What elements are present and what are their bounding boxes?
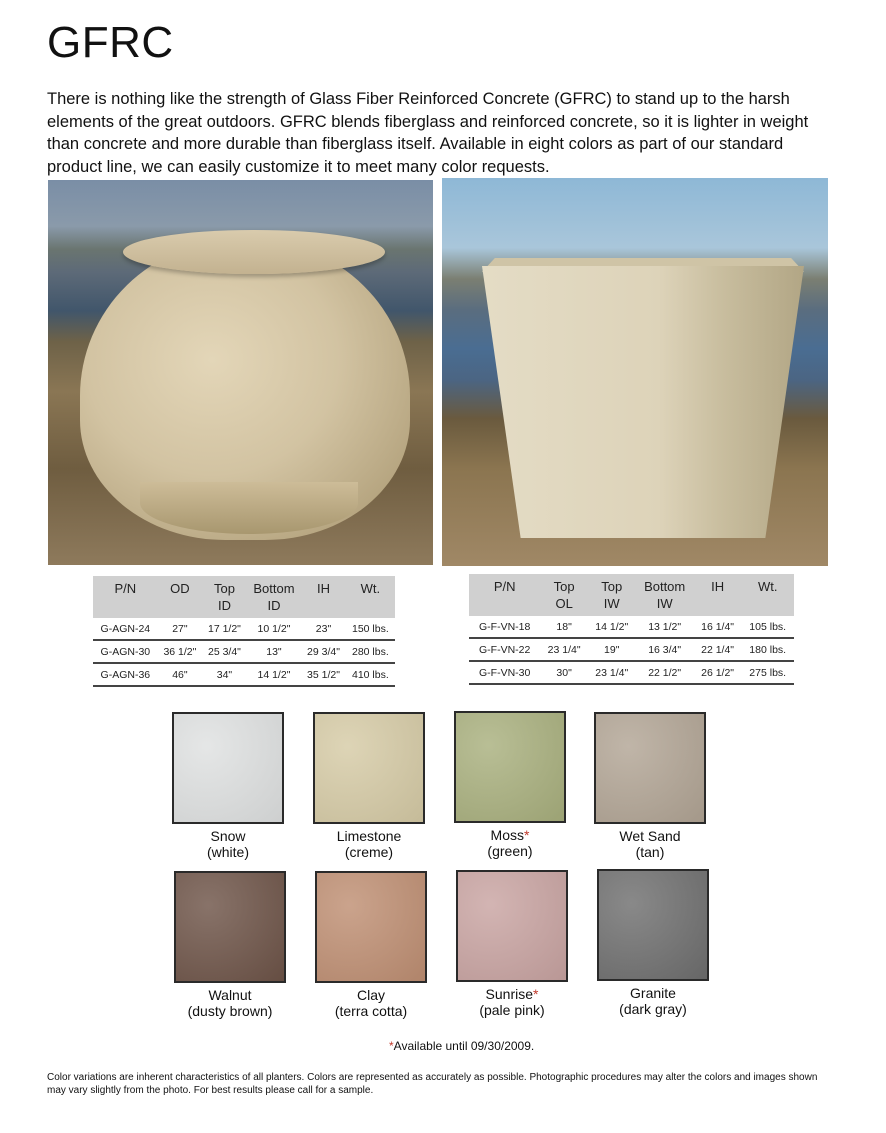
column-header: Bottom IW [636, 574, 694, 616]
swatch-name: Moss* [490, 827, 530, 843]
table-cell: 23 1/4" [588, 661, 636, 684]
swatch-description: (creme) [344, 844, 394, 860]
table-row [93, 640, 395, 663]
table-cell: G-F-VN-18 [469, 616, 540, 638]
table-cell: 22 1/2" [636, 661, 694, 684]
swatch-name: Granite [630, 985, 676, 1001]
column-header: Bottom ID [247, 576, 302, 618]
table-cell: 34" [202, 663, 247, 686]
table-cell: 26 1/2" [694, 661, 742, 684]
intro-paragraph: There is nothing like the strength of Glass Fiber Reinforced Concrete (GFRC) to stand up to the harsh elements of the great outdoors. GFRC blends fiberglass and reinforced concrete, so it is lighter in weight than concrete and more durable than fiberglass itself. Available in eight colors as part of our standard product line, we can easily customize it to meet many color requests. [47, 90, 809, 176]
swatch-name: Snow [210, 828, 246, 844]
table-cell: 180 lbs. [741, 638, 794, 661]
table-cell: G-AGN-36 [93, 663, 158, 686]
swatch-moss [445, 711, 575, 859]
swatch-name: Walnut [208, 987, 252, 1003]
table-cell: 23" [301, 618, 346, 640]
table-cell: 22 1/4" [694, 638, 742, 661]
swatch-granite [588, 869, 718, 1017]
swatch-chip [313, 712, 425, 824]
availability-note: *Available until 09/30/2009. [389, 1039, 535, 1053]
column-header: Wt. [741, 574, 794, 616]
square-planter-spec-table [469, 574, 794, 685]
table-cell: 35 1/2" [301, 663, 346, 686]
swatch-walnut [165, 871, 295, 1019]
table-cell: 18" [540, 616, 588, 638]
table-cell: 280 lbs. [346, 640, 395, 663]
column-header: P/N [93, 576, 158, 618]
column-header: IH [301, 576, 346, 618]
swatch-sunrise [447, 870, 577, 1018]
square-planter-body [482, 266, 804, 538]
column-header: OD [158, 576, 203, 618]
swatch-description: (tan) [635, 844, 665, 860]
table-cell: G-AGN-24 [93, 618, 158, 640]
page-title: GFRC [47, 18, 174, 67]
swatch-name: Sunrise* [485, 986, 539, 1002]
column-header: Top IW [588, 574, 636, 616]
column-header: IH [694, 574, 742, 616]
table-cell: G-AGN-30 [93, 640, 158, 663]
column-header: P/N [469, 574, 540, 616]
table-cell: 29 3/4" [301, 640, 346, 663]
column-header: Wt. [346, 576, 395, 618]
swatch-chip [315, 871, 427, 983]
table-cell: 10 1/2" [247, 618, 302, 640]
swatch-description: (green) [487, 843, 533, 859]
table-cell: 150 lbs. [346, 618, 395, 640]
swatch-description: (terra cotta) [334, 1003, 408, 1019]
round-planter-spec-table [93, 576, 395, 687]
table-cell: 16 3/4" [636, 638, 694, 661]
table-cell: 23 1/4" [540, 638, 588, 661]
table-cell: 36 1/2" [158, 640, 203, 663]
table-cell: 13 1/2" [636, 616, 694, 638]
table-cell: 17 1/2" [202, 618, 247, 640]
swatch-snow [163, 712, 293, 860]
table-row [93, 618, 395, 640]
swatch-chip [174, 871, 286, 983]
table-cell: G-F-VN-22 [469, 638, 540, 661]
table-cell: 14 1/2" [247, 663, 302, 686]
round-pot-rim [123, 230, 385, 274]
column-header: Top ID [202, 576, 247, 618]
table-cell: 105 lbs. [741, 616, 794, 638]
swatch-description: (pale pink) [479, 1002, 545, 1018]
swatch-chip [456, 870, 568, 982]
table-row [93, 663, 395, 686]
table-cell: 16 1/4" [694, 616, 742, 638]
swatch-name: Clay [356, 987, 385, 1003]
table-cell: 410 lbs. [346, 663, 395, 686]
swatch-chip [594, 712, 706, 824]
table-cell: 275 lbs. [741, 661, 794, 684]
swatch-wet-sand [585, 712, 715, 860]
swatch-name: Wet Sand [619, 828, 681, 844]
swatch-chip [454, 711, 566, 823]
swatch-name: Limestone [336, 828, 402, 844]
table-cell: G-F-VN-30 [469, 661, 540, 684]
table-row [469, 616, 794, 638]
swatch-limestone [304, 712, 434, 860]
swatch-chip [172, 712, 284, 824]
table-cell: 30" [540, 661, 588, 684]
column-header: Top OL [540, 574, 588, 616]
round-planter-photo [48, 180, 433, 565]
swatch-description: (white) [206, 844, 249, 860]
table-cell: 25 3/4" [202, 640, 247, 663]
table-cell: 14 1/2" [588, 616, 636, 638]
table-cell: 13" [247, 640, 302, 663]
swatch-description: (dusty brown) [187, 1003, 273, 1019]
table-cell: 27" [158, 618, 203, 640]
table-row [469, 638, 794, 661]
swatch-clay [306, 871, 436, 1019]
swatch-description: (dark gray) [619, 1001, 687, 1017]
availability-text: Available until 09/30/2009. [393, 1039, 535, 1053]
table-cell: 46" [158, 663, 203, 686]
swatch-chip [597, 869, 709, 981]
footer-disclaimer: Color variations are inherent characteristics of all planters. Colors are represented as accurately as possible. Photographic procedures may alter the colors and images shown may vary slightly from the photo. For best results please call for a sample. [47, 1072, 818, 1096]
table-cell: 19" [588, 638, 636, 661]
table-row [469, 661, 794, 684]
square-planter-photo [442, 178, 828, 566]
